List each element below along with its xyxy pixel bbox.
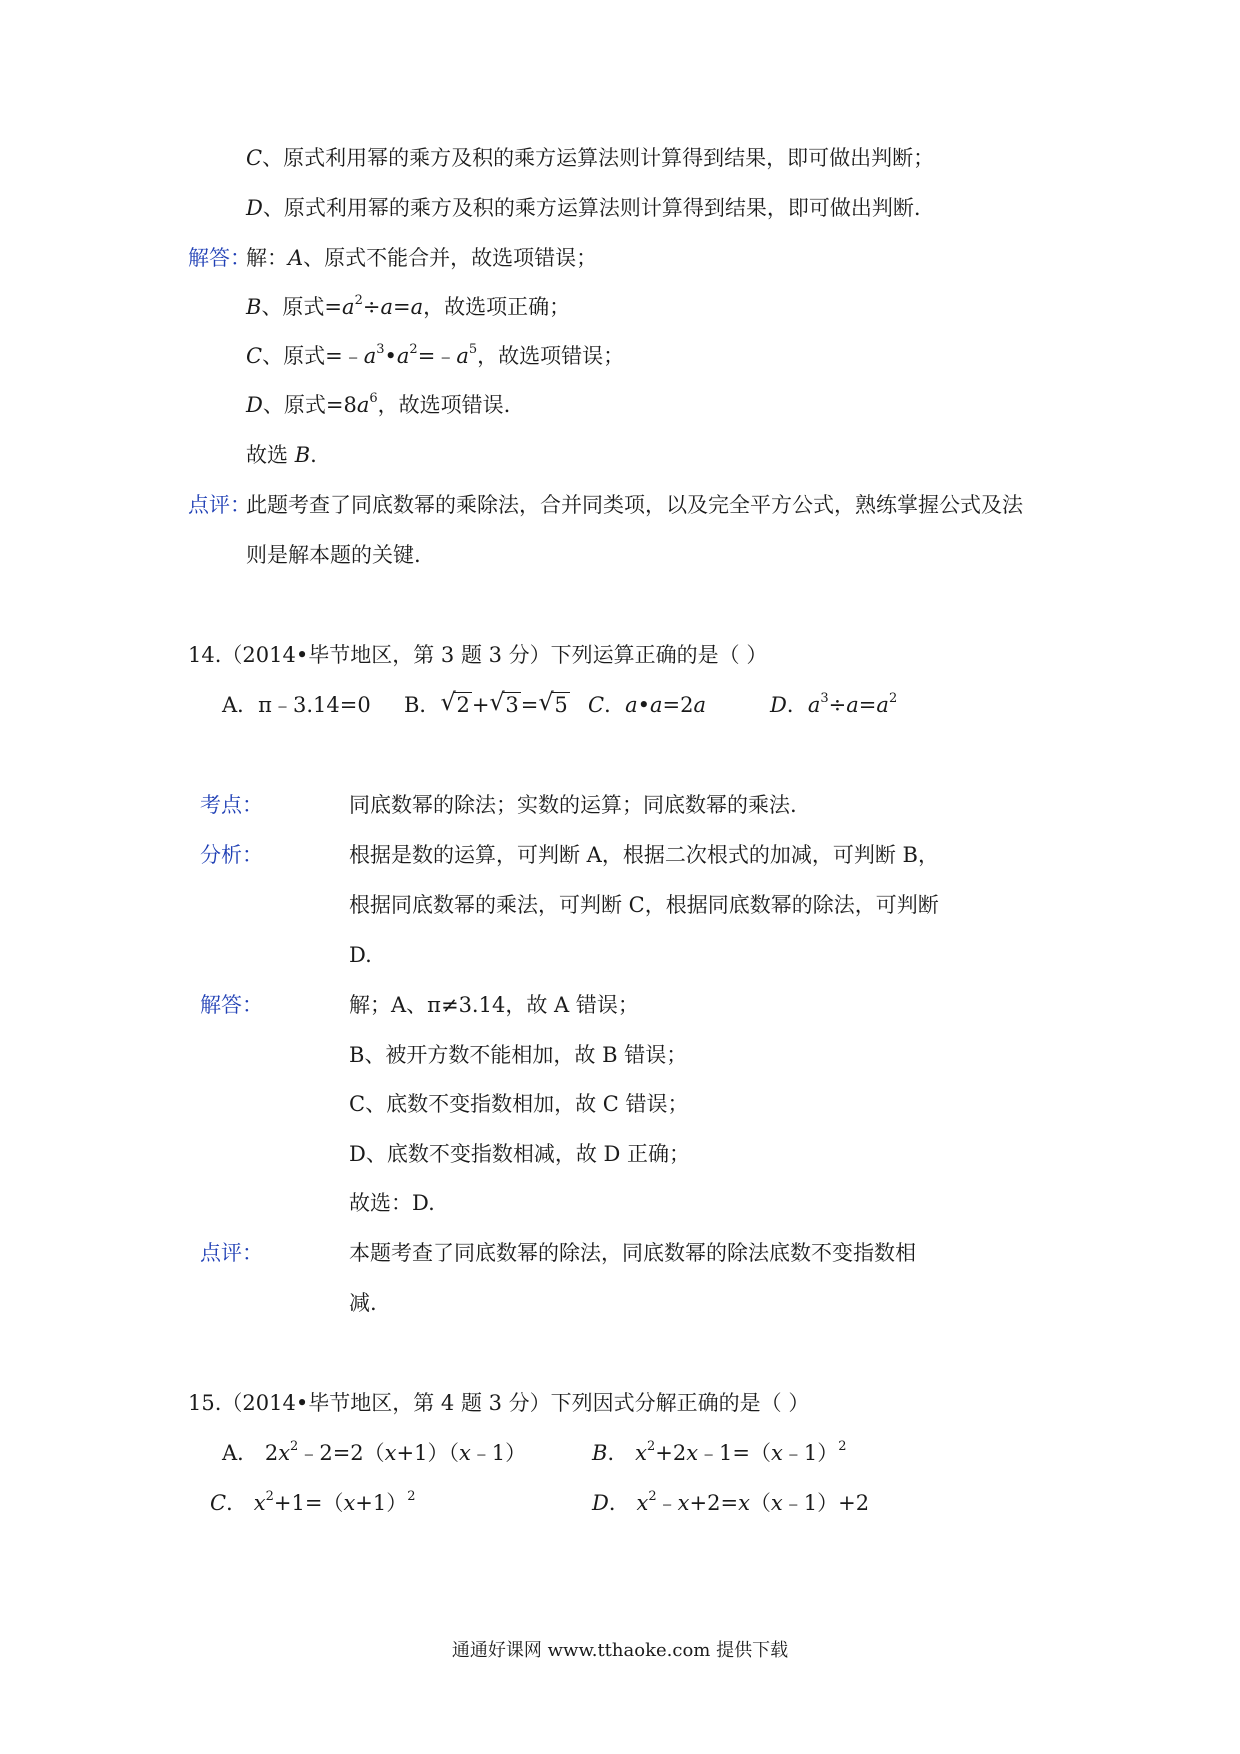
q15-option-d: D． $x^2﹣x+2=x(x﹣1)+2$ bbox=[592, 1489, 870, 1515]
q14-option-b: B．√ 2+√ 3=√ 5 bbox=[404, 690, 570, 720]
q14-jieda-line5: 故选：D. bbox=[349, 1191, 435, 1215]
q13-answer-label: 解答： bbox=[188, 246, 251, 270]
q14-jieda-line4: D、底数不变指数相减，故 D 正确； bbox=[349, 1142, 691, 1166]
q13-answer-d: D、原式$=8a^6$，故选项错误. bbox=[246, 391, 511, 417]
q14-option-c: C．a•a=2a bbox=[588, 693, 707, 717]
q14-option-a: A．π﹣3.14=0 bbox=[222, 693, 371, 717]
q14-dianping-label: 点评： bbox=[200, 1241, 263, 1265]
q14-header: 14.（2014•毕节地区，第 3 题 3 分）下列运算正确的是（ ） bbox=[188, 643, 768, 667]
q14-jieda-line2: B、被开方数不能相加，故 B 错误； bbox=[349, 1043, 688, 1067]
q13-comment-line2: 则是解本题的关键. bbox=[246, 543, 421, 567]
page-footer: 通通好课网 www.tthaoke.com 提供下载 bbox=[451, 1640, 789, 1661]
q14-jieda-label: 解答： bbox=[200, 993, 263, 1017]
q13-answer-choice: 故选 B. bbox=[246, 443, 317, 467]
q14-fenxi-line2: 根据同底数幂的乘法，可判断 C，根据同底数幂的除法，可判断 bbox=[349, 893, 939, 917]
q14-dianping-line1: 本题考查了同底数幂的除法，同底数幂的除法底数不变指数相 bbox=[349, 1241, 916, 1265]
q15-option-b: B． $x^2+2x﹣1=(x﹣1)^2$ bbox=[592, 1439, 847, 1465]
q13-answer-line1: 解：A、原式不能合并，故选项错误； bbox=[246, 246, 598, 270]
q14-kaodian-label: 考点： bbox=[200, 793, 263, 817]
q14-jieda-line3: C、底数不变指数相加，故 C 错误； bbox=[349, 1092, 689, 1116]
q15-header: 15.（2014•毕节地区，第 4 题 3 分）下列因式分解正确的是（ ） bbox=[188, 1391, 810, 1415]
q13-comment-line1: 此题考查了同底数幂的乘除法，合并同类项，以及完全平方公式，熟练掌握公式及法 bbox=[246, 493, 1023, 517]
q14-options bbox=[222, 690, 898, 720]
q14-fenxi-line1: 根据是数的运算，可判断 A，根据二次根式的加减，可判断 B， bbox=[349, 843, 939, 867]
q14-kaodian: 同底数幂的除法；实数的运算；同底数幂的乘法. bbox=[349, 793, 797, 817]
q13-answer-b: B、原式$=a^2\div a=a$，故选项正确； bbox=[246, 293, 571, 319]
q13-comment-label: 点评： bbox=[188, 493, 251, 517]
q14-fenxi-label: 分析： bbox=[200, 843, 263, 867]
q14-option-d: D．$a^3\div a=a^2$ bbox=[770, 691, 898, 717]
q14-dianping-line2: 减. bbox=[349, 1291, 377, 1315]
q14-jieda-line1: 解；A、π≠3.14，故 A 错误； bbox=[349, 993, 639, 1017]
q13-answer-c: C、原式$=﹣a^3•a^2=﹣a^5$，故选项错误； bbox=[246, 342, 625, 368]
q14-fenxi-line3: D. bbox=[349, 943, 372, 967]
q13-analysis-c: C、原式利用幂的乘方及积的乘方运算法则计算得到结果，即可做出判断； bbox=[246, 146, 935, 170]
q15-option-a: A． $2x^2﹣2=2(x+1)(x﹣1)$ bbox=[222, 1439, 527, 1465]
q15-option-c: C． $x^2+1=(x+1)^2$ bbox=[210, 1489, 416, 1515]
q13-analysis-d: D、原式利用幂的乘方及积的乘方运算法则计算得到结果，即可做出判断. bbox=[246, 196, 921, 220]
